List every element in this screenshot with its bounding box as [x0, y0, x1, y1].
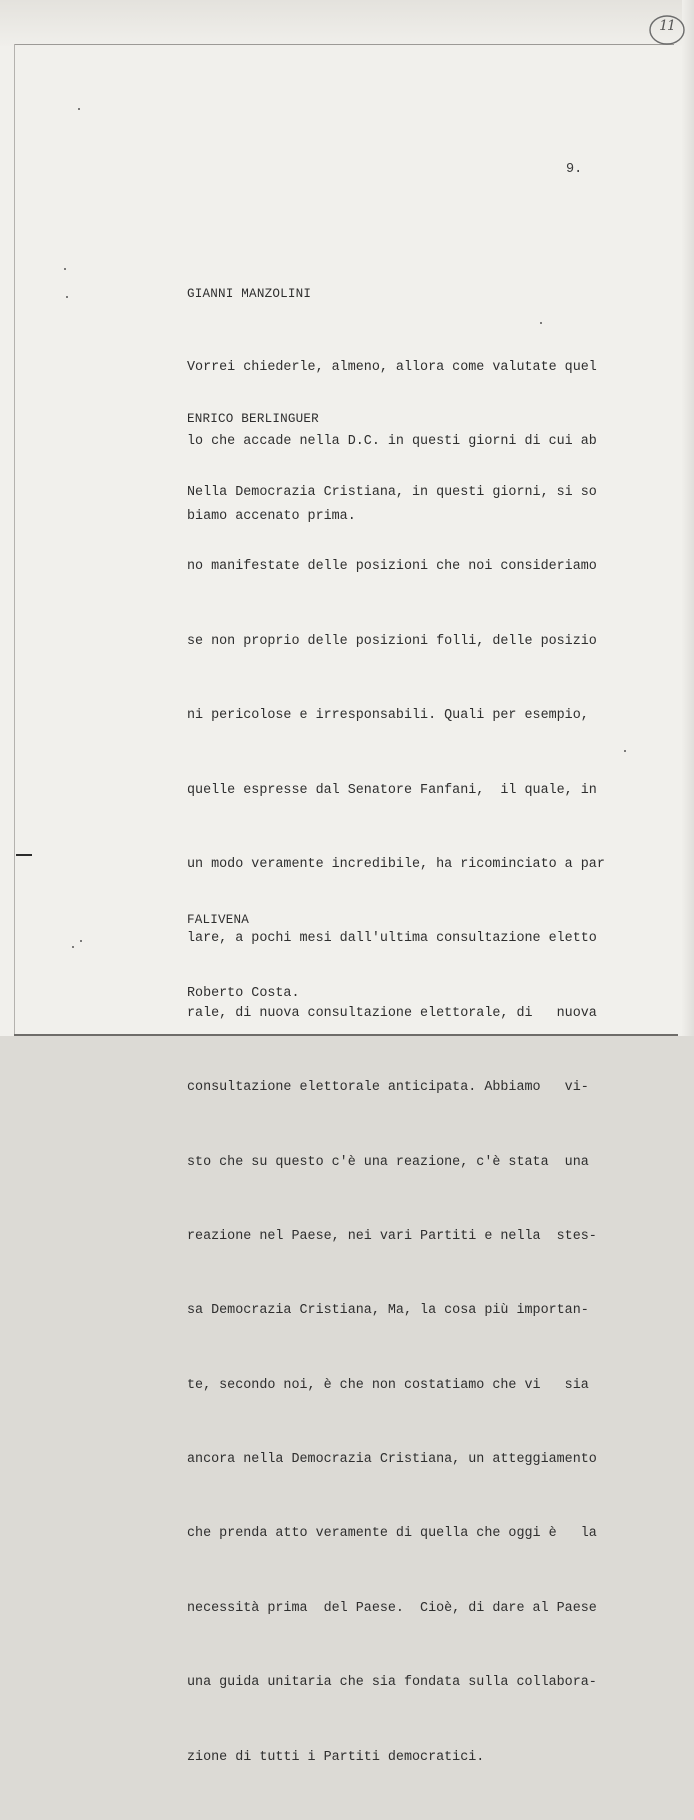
scan-top-edge — [0, 0, 694, 46]
transcript-line: biamo accenato prima. — [187, 508, 356, 524]
margin-mark — [16, 854, 32, 856]
exchange-block — [187, 357, 657, 1820]
speaker-name: GIANNI MANZOLINI — [187, 286, 312, 301]
transcript-line: Vorrei chiederle, almeno, allora come valutate quel — [187, 359, 597, 375]
scan-speck — [64, 268, 66, 270]
transcript-line: rale, di nuova consultazione elettorale, di nuova — [187, 1005, 597, 1021]
transcript-line: un modo veramente incredibile, ha ricominciato a par — [187, 856, 605, 872]
transcript-line: una guida unitaria che sia fondata sulla collabora- — [187, 1675, 597, 1691]
transcript-line: che prenda atto veramente di quella che oggi è la — [187, 1526, 597, 1542]
transcript-line: ni pericolose e irresponsabili. Quali per esempio, — [187, 708, 589, 724]
transcript-line: te, secondo noi, è che non costatiamo che vi sia — [187, 1377, 589, 1393]
scan-speck — [80, 940, 82, 942]
transcript-line: consultazione elettorale anticipata. Abbiamo vi- — [187, 1080, 589, 1096]
transcript-line: sto che su questo c'è una reazione, c'è stata una — [187, 1154, 589, 1170]
transcript-line: reazione nel Paese, nei vari Partiti e nella stes- — [187, 1228, 597, 1244]
transcript-line: sa Democrazia Cristiana, Ma, la cosa più importan- — [187, 1303, 589, 1319]
speaker-name: FALIVENA — [187, 912, 250, 927]
archive-stamp-number: 11 — [659, 18, 675, 34]
scan-border-left — [14, 44, 15, 1034]
transcript-line: lo che accade nella D.C. in questi giorni di cui ab — [187, 434, 597, 450]
scan-border-top — [14, 44, 674, 45]
transcript-line: Nella Democrazia Cristiana, in questi giorni, si so — [187, 484, 597, 500]
transcript-line: se non proprio delle posizioni folli, delle posizio — [187, 633, 597, 649]
transcript-line: necessità prima del Paese. Cioè, di dare al Paese — [187, 1600, 597, 1616]
transcript-line: quelle espresse dal Senatore Fanfani, il quale, in — [187, 782, 597, 798]
scan-speck — [66, 296, 68, 298]
transcript-line: lare, a pochi mesi dall'ultima consultazione eletto — [187, 931, 597, 947]
speaker-name: ENRICO BERLINGUER — [187, 411, 319, 426]
scan-speck — [78, 108, 80, 110]
page-number: 9. — [566, 162, 583, 177]
scan-speck — [72, 946, 74, 948]
transcript-line: zione di tutti i Partiti democratici. — [187, 1749, 485, 1765]
transcript-line: no manifestate delle posizioni che noi consideriamo — [187, 559, 597, 575]
transcript-line: Roberto Costa. — [187, 985, 300, 1001]
exchange-block — [187, 858, 657, 1056]
scan-right-edge — [682, 0, 694, 1080]
transcript-line: ancora nella Democrazia Cristiana, un atteggiamento — [187, 1452, 597, 1468]
